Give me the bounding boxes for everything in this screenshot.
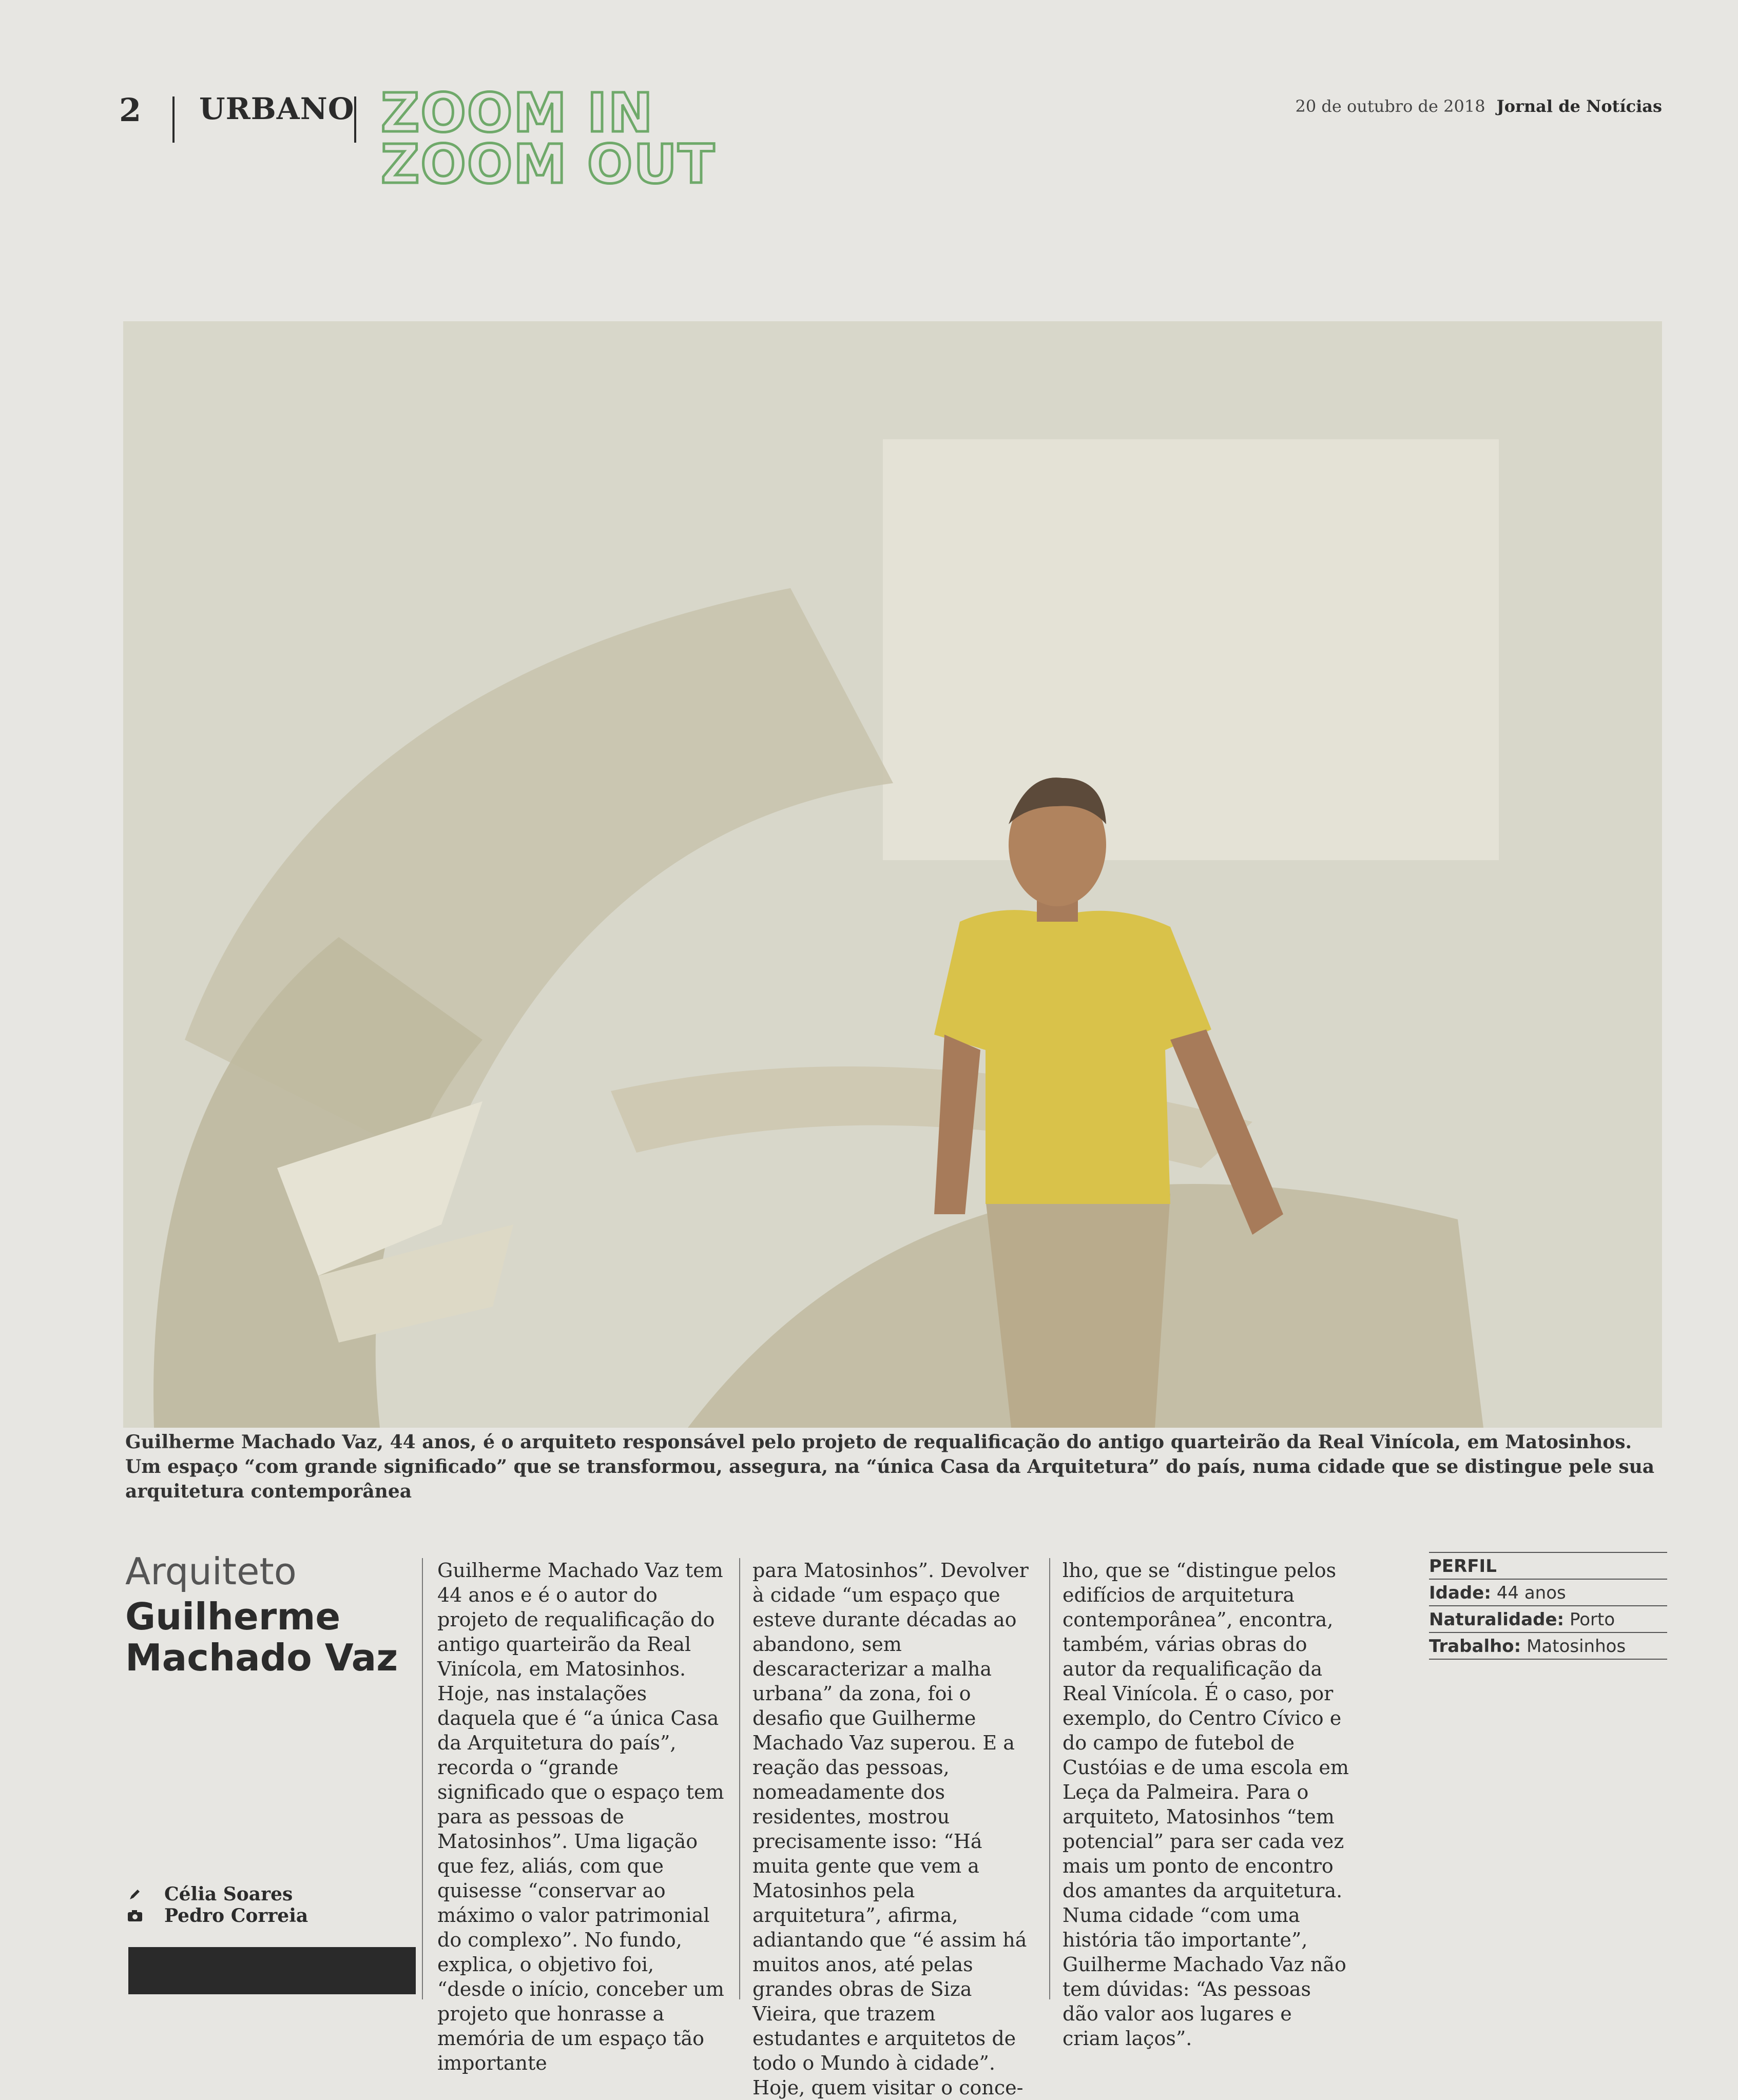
column-divider (1049, 1558, 1050, 1999)
article-column-3 (1063, 1558, 1350, 2051)
text-author: Célia Soares (164, 1883, 293, 1905)
camera-icon (127, 1908, 143, 1923)
byline-text (127, 1883, 308, 1905)
profile-work: Trabalho: Matosinhos (1429, 1632, 1667, 1660)
photo-author: Pedro Correia (164, 1905, 308, 1927)
profile-age: Idade: 44 anos (1429, 1579, 1667, 1605)
article-paragraph: lho, que se “distingue pelos edifícios de arquitetura contemporânea”, encontra, também, várias obras do autor da requalificação da Real Vinícola. É o caso, por exemplo, do Centro Cívico e do campo de futebol de Custóias e de uma escola em Leça da Palmeira. Para o arquiteto, Matosinhos “tem potencial” para ser cada vez mais um ponto de encontro dos amantes da arquitetura. Numa cidade “com uma história tão importante”, Guilherme Machado Vaz não tem dúvidas: “As pessoas dão valor aos lugares e criam laços”. (1063, 1559, 1349, 2050)
feature-logo-line2: ZOOM OUT (381, 133, 716, 196)
header-divider (354, 96, 356, 143)
section-name: URBANO (199, 91, 355, 126)
byline-photo (127, 1905, 308, 1927)
portrait-photo (123, 321, 1662, 1428)
article-paragraph: para Matosinhos”. Devolver à cidade “um espaço que esteve durante décadas ao abandono, sem descaracterizar a malha urbana” da zona, foi o desafio que Guilherme Machado Vaz superou. E a reação das pessoas, nomeadamente dos residentes, mostrou precisamente isso: “Há muita gente que vem a Matosinhos pela arquitetura”, afirma, adiantando que “é assim há muitos anos, até pelas grandes obras de Siza Vieira, que trazem estudantes e arquitetos de todo o Mundo à cidade”. Hoje, quem visitar o conce- (752, 1559, 1029, 2099)
profile-box (1429, 1552, 1667, 1660)
newspaper-name: Jornal de Notícias (1496, 96, 1662, 116)
issue-date: 20 de outubro de 2018 (1295, 96, 1485, 116)
article-paragraph: Guilherme Machado Vaz tem 44 anos e é o autor do projeto de requalificação do antigo quarteirão da Real Vinícola, em Matosinhos. Hoje, nas instalações daquela que é “a única Casa da Arquitetura do país”, recorda o “grande significado que o espaço tem para as pessoas de Matosinhos”. Uma ligação que fez, aliás, com que quisesse “conservar ao máximo o valor patrimonial do complexo”. No fundo, explica, o objetivo foi, “desde o início, conceber um projeto que honrasse a memória de um espaço tão importante (437, 1559, 724, 2074)
profile-title: PERFIL (1429, 1552, 1667, 1579)
profile-origin: Naturalidade: Porto (1429, 1605, 1667, 1632)
portrait-illustration (123, 321, 1662, 1428)
article-column-2 (752, 1558, 1040, 2100)
pencil-icon (127, 1887, 143, 1902)
byline (127, 1883, 308, 1927)
feature-logo (381, 82, 716, 196)
dateline (1295, 96, 1662, 116)
photo-caption: Guilherme Machado Vaz, 44 anos, é o arquiteto responsável pelo projeto de requalificação do antigo quarteirão da Real Vinícola, em Matosinhos. Um espaço “com grande significado” que se transformou, assegura, na “única Casa da Arquitetura” do país, numa cidade que se distingue pele sua arquitetura contemporânea (125, 1431, 1655, 1502)
article-headline: Guilherme Machado Vaz (125, 1595, 398, 1679)
feature-logo-line1: ZOOM IN (381, 82, 654, 144)
black-bar (128, 1947, 416, 1994)
article-kicker: Arquiteto (125, 1550, 297, 1593)
column-divider (739, 1558, 740, 1999)
header-divider (172, 96, 175, 143)
page-header (0, 0, 1738, 216)
article-column-1 (437, 1558, 725, 2075)
page-number: 2 (119, 91, 142, 129)
column-divider (422, 1558, 423, 1999)
